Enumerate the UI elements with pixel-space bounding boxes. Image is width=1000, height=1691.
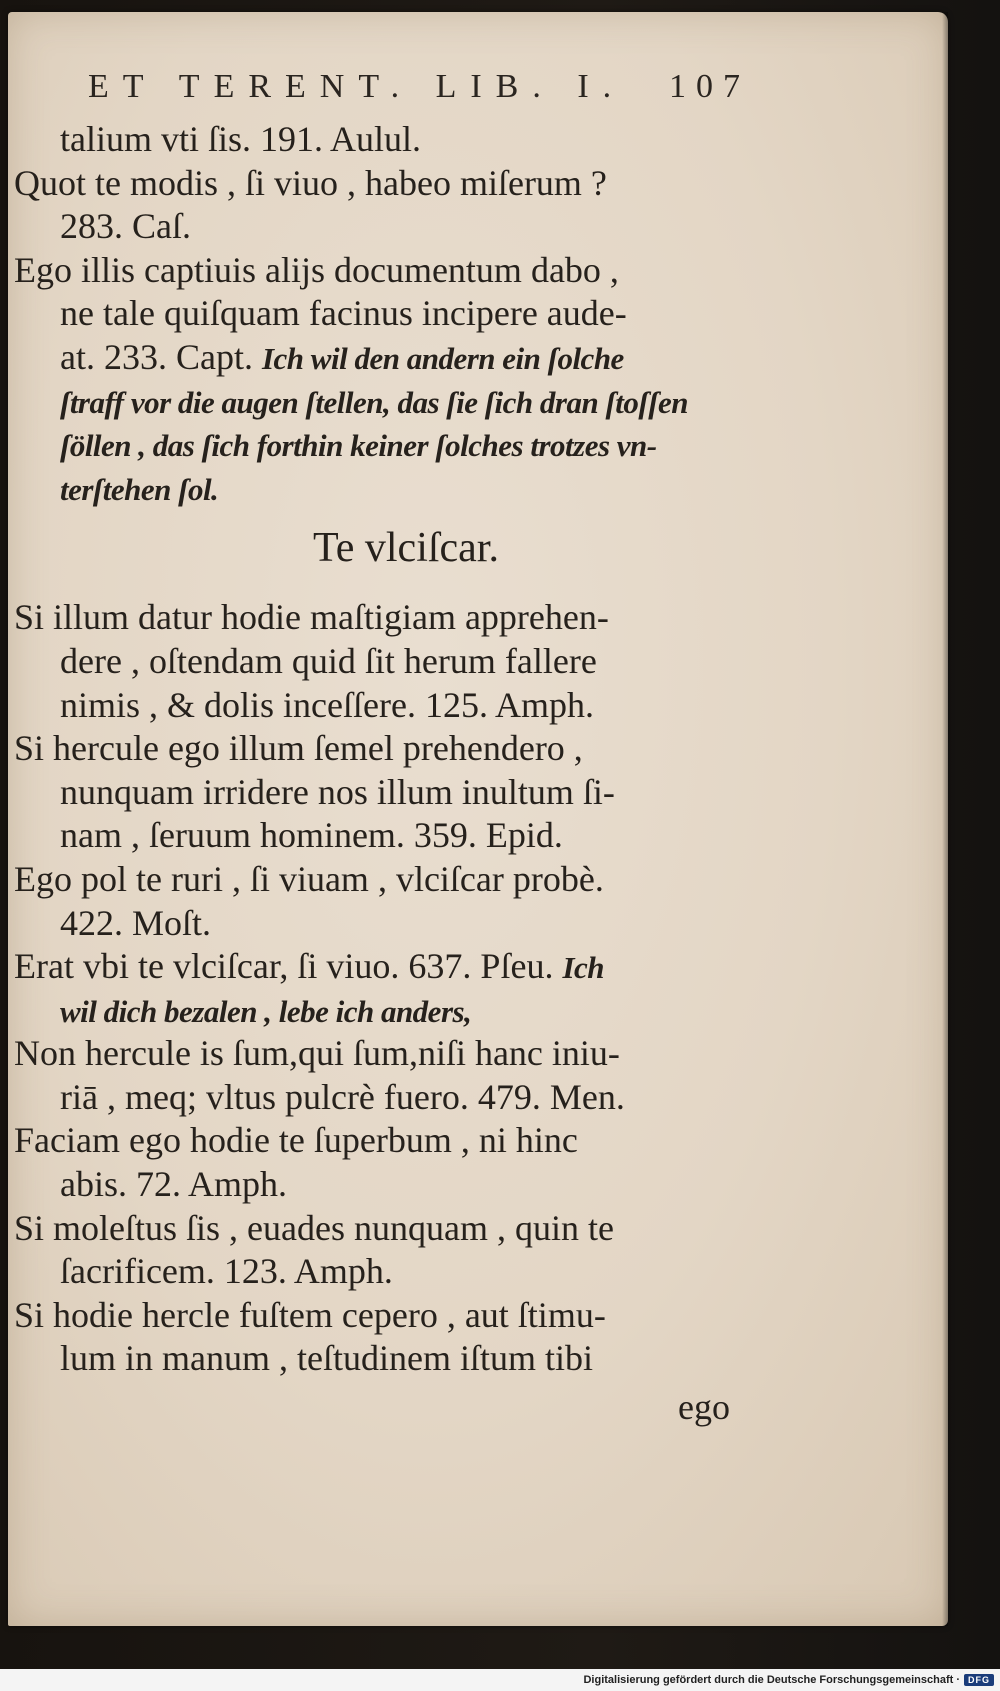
line-text: Erat vbi te vlciſcar, ſi viuo. 637. Pſeu. xyxy=(14,946,554,987)
text-line xyxy=(14,727,738,771)
line-text: Si illum datur hodie maſtigiam apprehen- xyxy=(14,597,609,638)
line-text: Si hercule ego illum ſemel prehendero , xyxy=(14,728,583,769)
text-line xyxy=(14,902,738,946)
line-text: Quot te modis , ſi viuo , habeo miſerum ? xyxy=(14,162,607,203)
line-text: 283. Caſ. xyxy=(60,206,191,247)
line-text: nunquam irridere nos illum inultum ſi- xyxy=(60,771,615,812)
line-text: Faciam ego hodie te ſuperbum , ni hinc xyxy=(14,1120,578,1161)
text-line xyxy=(14,814,738,858)
page-edge-shadow xyxy=(942,12,948,1626)
text-line xyxy=(14,1076,738,1120)
text-line xyxy=(14,1337,738,1381)
dfg-logo: DFG xyxy=(964,1674,994,1686)
text-line xyxy=(14,423,738,467)
german-gloss: terſtehen ſol. xyxy=(60,471,219,507)
page-text xyxy=(14,118,738,1433)
line-text: ne tale quiſquam facinus incipere aude- xyxy=(60,293,627,334)
text-line xyxy=(14,1294,738,1338)
text-line xyxy=(14,292,738,336)
text-line xyxy=(14,945,738,989)
line-text: Ego pol te ruri , ſi viuam , vlciſcar probè. xyxy=(14,858,604,899)
entry-block-1 xyxy=(14,118,738,510)
text-line xyxy=(14,596,738,640)
text-line xyxy=(14,336,738,380)
text-line xyxy=(14,858,738,902)
text-line xyxy=(14,1250,738,1294)
german-gloss: ſtraff vor die augen ſtellen, das ſie ſich dran ſtoſſen xyxy=(60,384,689,420)
text-line xyxy=(14,205,738,249)
digitization-footer xyxy=(0,1669,1000,1691)
text-line xyxy=(14,1032,738,1076)
text-line xyxy=(14,1119,738,1163)
line-text: abis. 72. Amph. xyxy=(60,1164,288,1205)
line-text: at. 233. Capt. xyxy=(60,336,253,377)
text-line xyxy=(14,640,738,684)
text-line xyxy=(14,1163,738,1207)
text-line xyxy=(14,771,738,815)
line-text: nimis , & dolis inceſſere. 125. Amph. xyxy=(60,684,594,725)
text-line xyxy=(14,162,738,206)
line-text: Ego illis captiuis alijs documentum dabo , xyxy=(14,249,619,290)
german-gloss: ſöllen , das ſich forthin keiner ſolches trotzes vn- xyxy=(60,428,657,464)
line-text: Si hodie hercle fuſtem cepero , aut ſtimu- xyxy=(14,1294,606,1335)
text-line xyxy=(14,467,738,511)
text-line xyxy=(14,1207,738,1251)
section-heading: Te vlciſcar. xyxy=(313,525,499,572)
german-gloss: Ich wil den andern ein ſolche xyxy=(261,340,624,376)
text-line xyxy=(14,249,738,293)
text-line xyxy=(14,684,738,728)
entry-block-2 xyxy=(14,596,738,1381)
line-text: ſacrificem. 123. Amph. xyxy=(60,1251,393,1292)
line-text: Non hercule is ſum,qui ſum,niſi hanc iniu- xyxy=(14,1033,620,1074)
line-text: Si moleſtus ſis , euades nunquam , quin te xyxy=(14,1207,614,1248)
running-head-title: ET TERENT. LIB. I. xyxy=(88,68,626,105)
text-line xyxy=(14,989,738,1033)
text-line xyxy=(14,380,738,424)
running-head xyxy=(88,68,750,106)
line-text: riā , meq; vltus pulcrè fuero. 479. Men. xyxy=(60,1076,625,1117)
page-number: 107 xyxy=(669,68,750,105)
catchword: ego xyxy=(678,1387,730,1428)
line-text: lum in manum , teſtudinem iſtum tibi xyxy=(60,1338,593,1379)
line-text: 422. Moſt. xyxy=(60,902,212,943)
german-gloss: wil dich bezalen , lebe ich anders, xyxy=(60,993,472,1029)
footer-credit: Digitalisierung gefördert durch die Deutsche Forschungsgemeinschaft · xyxy=(583,1674,960,1686)
line-text: talium vti ſis. 191. Aulul. xyxy=(60,119,422,159)
line-text: dere , oſtendam quid ſit herum fallere xyxy=(60,640,597,681)
text-line xyxy=(14,118,738,162)
german-gloss: Ich xyxy=(562,950,605,986)
line-text: nam , ſeruum hominem. 359. Epid. xyxy=(60,815,563,856)
